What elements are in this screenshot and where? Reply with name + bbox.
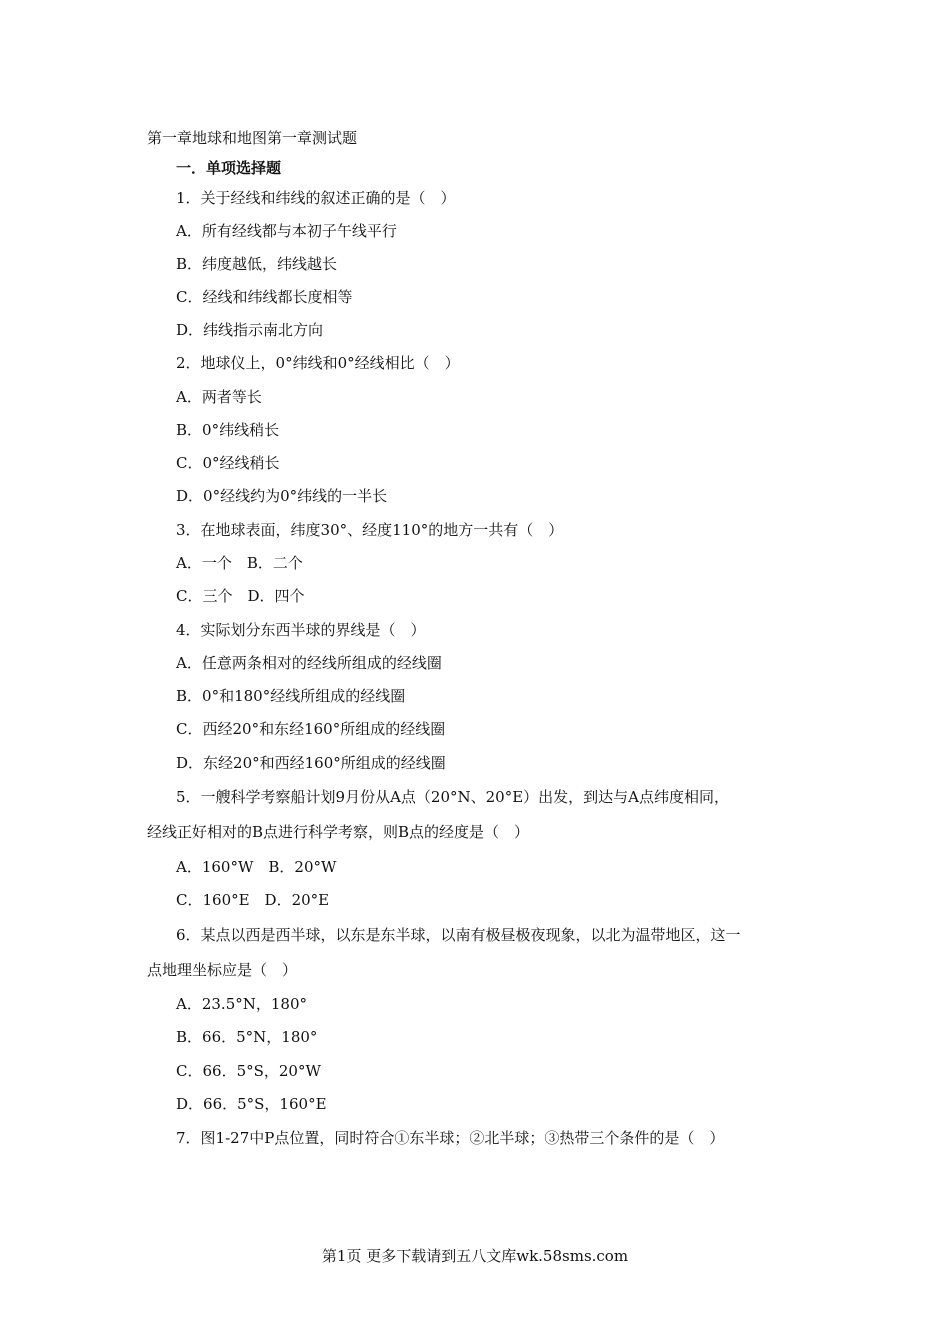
question-6-stem: 6．某点以西是西半球，以东是东半球，以南有极昼极夜现象，以北为温带地区，这一 (176, 926, 741, 944)
question-2-option-b: B．0°纬线稍长 (176, 421, 280, 439)
question-1-option-c: C．经线和纬线都长度相等 (176, 288, 353, 306)
section-heading: 一．单项选择题 (176, 159, 282, 177)
question-1-stem: 1．关于经线和纬线的叙述正确的是（ ） (176, 189, 456, 207)
question-6-option-d: D．66．5°S，160°E (176, 1095, 327, 1113)
question-3-option-ab: A．一个 B．二个 (176, 554, 303, 572)
question-6-stem-continued: 点地理坐标应是（ ） (147, 961, 298, 979)
question-4-option-d: D．东经20°和西经160°所组成的经线圈 (176, 754, 446, 772)
question-1-option-b: B．纬度越低，纬线越长 (176, 255, 338, 273)
question-4-option-a: A．任意两条相对的经线所组成的经线圈 (176, 654, 442, 672)
question-4-stem: 4．实际划分东西半球的界线是（ ） (176, 621, 426, 639)
question-5-stem: 5．一艘科学考察船计划9月份从A点（20°N、20°E）出发，到达与A点纬度相同， (176, 788, 730, 806)
question-2-option-d: D．0°经线约为0°纬线的一半长 (176, 487, 388, 505)
question-7-stem: 7．图1-27中P点位置，同时符合①东半球；②北半球；③热带三个条件的是（ ） (176, 1129, 725, 1147)
question-2-option-c: C．0°经线稍长 (176, 454, 280, 472)
question-6-option-c: C．66．5°S，20°W (176, 1062, 321, 1080)
question-6-option-a: A．23.5°N，180° (176, 995, 307, 1013)
document-title: 第一章地球和地图第一章测试题 (147, 129, 358, 147)
question-6-option-b: B．66．5°N，180° (176, 1028, 318, 1046)
question-3-stem: 3．在地球表面，纬度30°、经度110°的地方一共有（ ） (176, 521, 564, 539)
question-5-option-ab: A．160°W B．20°W (176, 858, 337, 876)
page-footer: 第1页 更多下载请到五八文库wk.58sms.com (321, 1247, 629, 1265)
question-4-option-b: B．0°和180°经线所组成的经线圈 (176, 687, 406, 705)
question-1-option-d: D．纬线指示南北方向 (176, 321, 324, 339)
question-3-option-cd: C．三个 D．四个 (176, 587, 305, 605)
question-4-option-c: C．西经20°和东经160°所组成的经线圈 (176, 720, 446, 738)
question-5-option-cd: C．160°E D．20°E (176, 891, 330, 909)
question-1-option-a: A．所有经线都与本初子午线平行 (176, 222, 397, 240)
question-2-option-a: A．两者等长 (176, 388, 262, 406)
question-2-stem: 2．地球仪上，0°纬线和0°经线相比（ ） (176, 354, 460, 372)
question-5-stem-continued: 经线正好相对的B点进行科学考察，则B点的经度是（ ） (147, 823, 530, 841)
